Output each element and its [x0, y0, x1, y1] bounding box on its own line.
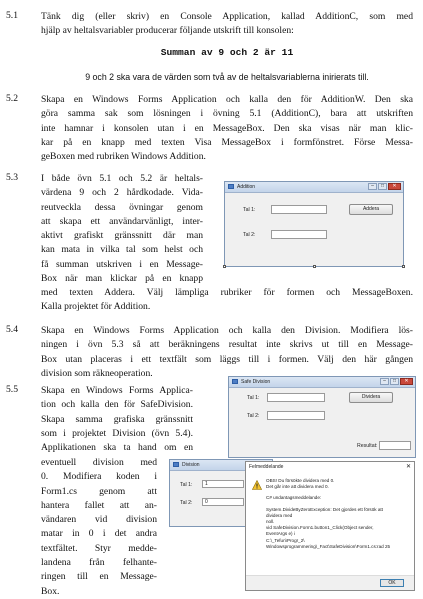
safe-division-window [228, 376, 416, 458]
minimize-button[interactable]: – [380, 378, 389, 385]
text-line: landena från felhante- [41, 557, 157, 569]
text-line: hantera fallet att an- [41, 499, 157, 511]
text-line: inte hamnar i konsolen utan i en MessageBox. Den ska visas när man klic- [41, 122, 413, 134]
text-line: aktivt grafiskt gränssnitt där man [41, 230, 203, 242]
exercise-text [41, 10, 413, 39]
app-icon [232, 379, 238, 384]
exercise-note: 9 och 2 ska vara de värden som två av de heltalsvariablerna inirierats till. [85, 72, 369, 82]
text-line: Kalla projektet för Addition. [41, 301, 151, 313]
resize-handle[interactable] [313, 265, 316, 268]
exercise-text-narrow [41, 456, 157, 599]
resize-handle[interactable] [223, 265, 226, 268]
tal2-input[interactable] [267, 411, 325, 420]
text-line: kan mata in vilka tal som helst och [41, 244, 203, 256]
tal2-input[interactable] [271, 230, 327, 239]
text-line: att skapa ett användarvänligt, inter- [41, 215, 203, 227]
text-line: eventuell division med [41, 457, 157, 468]
warning-icon [252, 480, 262, 490]
dialog-message [266, 478, 392, 550]
error-dialog [245, 461, 415, 591]
tal2-input[interactable]: 0 [202, 498, 244, 506]
exercise-number: 5.3 [6, 172, 18, 183]
minimize-button[interactable]: – [368, 183, 377, 190]
maximize-button[interactable]: □ [378, 183, 387, 190]
exercise-text-cont [41, 286, 413, 315]
app-icon [228, 184, 234, 189]
tal1-input[interactable] [271, 205, 327, 214]
tal1-label: Tal 1: [243, 207, 256, 213]
maximize-button[interactable]: □ [390, 378, 399, 385]
message-line: noll. [266, 519, 275, 525]
text-line: Tänk dig (eller skriv) en Console Application, kallad AdditionC, som med [41, 11, 413, 22]
close-button[interactable]: ✕ [388, 183, 401, 190]
window-title: Safe Division [241, 379, 271, 385]
tal1-input[interactable] [267, 393, 325, 402]
text-line: tion och kalla den för SafeDivision. [41, 399, 193, 411]
text-line: 0. Modifiera koden i [41, 471, 157, 483]
result-field[interactable] [379, 441, 411, 450]
tal2-label: Tal 2: [247, 413, 260, 419]
text-line: värdena 9 och 2 hårdkodade. Vida- [41, 187, 203, 199]
dialog-footer [246, 575, 414, 590]
tal1-label: Tal 1: [247, 395, 260, 401]
text-line: Box. [41, 585, 60, 597]
text-line: I både övn 5.1 och 5.2 är heltals- [41, 173, 203, 184]
text-line: Form1.cs genom att [41, 485, 157, 497]
message-line: C# undantagsmeddelande: [266, 495, 322, 501]
console-output: Summan av 9 och 2 är 11 [160, 47, 294, 58]
window-title: Division [182, 462, 200, 468]
window-controls [380, 378, 413, 385]
exercise-text [41, 324, 413, 381]
text-line: textfältet. Styr medde- [41, 542, 157, 554]
exercise-number: 5.5 [6, 384, 18, 395]
tal2-label: Tal 2: [243, 232, 256, 238]
text-line: reutveckla dessa övningar genom [41, 201, 203, 213]
exercise-text [41, 384, 193, 455]
ok-button[interactable]: OK [380, 579, 404, 587]
text-line: Skapa en Windows Forms Application och kalla den Division. Modifiera lös- [41, 325, 413, 336]
exercise-number: 5.2 [6, 93, 18, 104]
close-icon[interactable]: ✕ [405, 464, 411, 470]
tal2-label: Tal 2: [180, 500, 193, 506]
addition-window [224, 181, 404, 267]
app-icon [173, 462, 179, 467]
message-line: System.DivideByZeroException: Det gjordes ett försök att dividera med [266, 506, 383, 518]
title-bar [229, 377, 415, 388]
tal1-label: Tal 1: [180, 482, 193, 488]
message-line: OBS! Du försökte dividera med 0. [266, 478, 335, 483]
dividera-button[interactable]: Dividera [349, 392, 393, 403]
exercise-text [41, 172, 203, 286]
exercise-number: 5.4 [6, 324, 18, 335]
text-line: få summan utskriven i en Message- [41, 258, 203, 270]
text-line: Applikationen ska ta hand om en [41, 442, 193, 454]
text-line: geBoxen med rubriken Windows Addition. [41, 151, 206, 163]
window-controls [368, 183, 401, 190]
text-line: göra samma sak som lösningen i övning 5.1 (AdditionC), bara att utskriften [41, 108, 413, 120]
text-line: hjälp av heltalsvariabler producerar följande utskrift till konsolen: [41, 25, 294, 37]
message-line: vid SafeDivision.Form1.button1_Click(Object sender, EventArgs e) i [266, 525, 374, 537]
text-line: med texten Addera. Välj lämpliga rubriker för formen och MessageBoxen. [41, 287, 413, 298]
text-line: matar in 0 i det andra [41, 528, 157, 540]
window-title: Addition [237, 184, 256, 190]
text-line: division som räkneoperation. [41, 367, 153, 379]
text-line: Skapa samma grafiska gränssnitt [41, 413, 193, 425]
title-bar [225, 182, 403, 193]
exercise-number: 5.1 [6, 10, 18, 21]
text-line: ringen till en Message- [41, 571, 157, 583]
text-line: kar på en knapp med texten Visa MessageBox i formfönstret. Förse Messa- [41, 136, 413, 148]
message-line: C:\_Tefun\Progr_2\ [266, 537, 305, 543]
addera-button[interactable]: Addera [349, 204, 393, 215]
message-line: Det går inte att dividera med 0. [266, 484, 329, 490]
text-line: Skapa en Windows Forms Application och kalla den för AdditionW. Den ska [41, 94, 413, 105]
dialog-title: Felmeddelande [249, 464, 284, 470]
text-line: Skapa en Windows Forms Applica- [41, 385, 193, 396]
tal1-input[interactable]: 1 [202, 480, 244, 488]
message-line: Windowsprogrammering\_Fact\SafeDivision\Form1.cs:rad 25 [266, 543, 391, 549]
text-line: Box när man klickar på en knapp [41, 273, 203, 285]
text-line: ningen i övn 5.3 så att beräkningens resultat inte skrivs ut till en Message- [41, 339, 413, 351]
exercise-text [41, 93, 413, 164]
resize-handle[interactable] [402, 265, 405, 268]
text-line: Box utan placeras i ett textfält som läggs till i formen. Välj den här gången [41, 353, 413, 365]
text-line: som i projektet Division (övn 5.4). [41, 427, 193, 439]
close-button[interactable]: ✕ [400, 378, 413, 385]
result-label: Resultat: [357, 443, 378, 449]
text-line: vändaren vid division [41, 514, 157, 526]
